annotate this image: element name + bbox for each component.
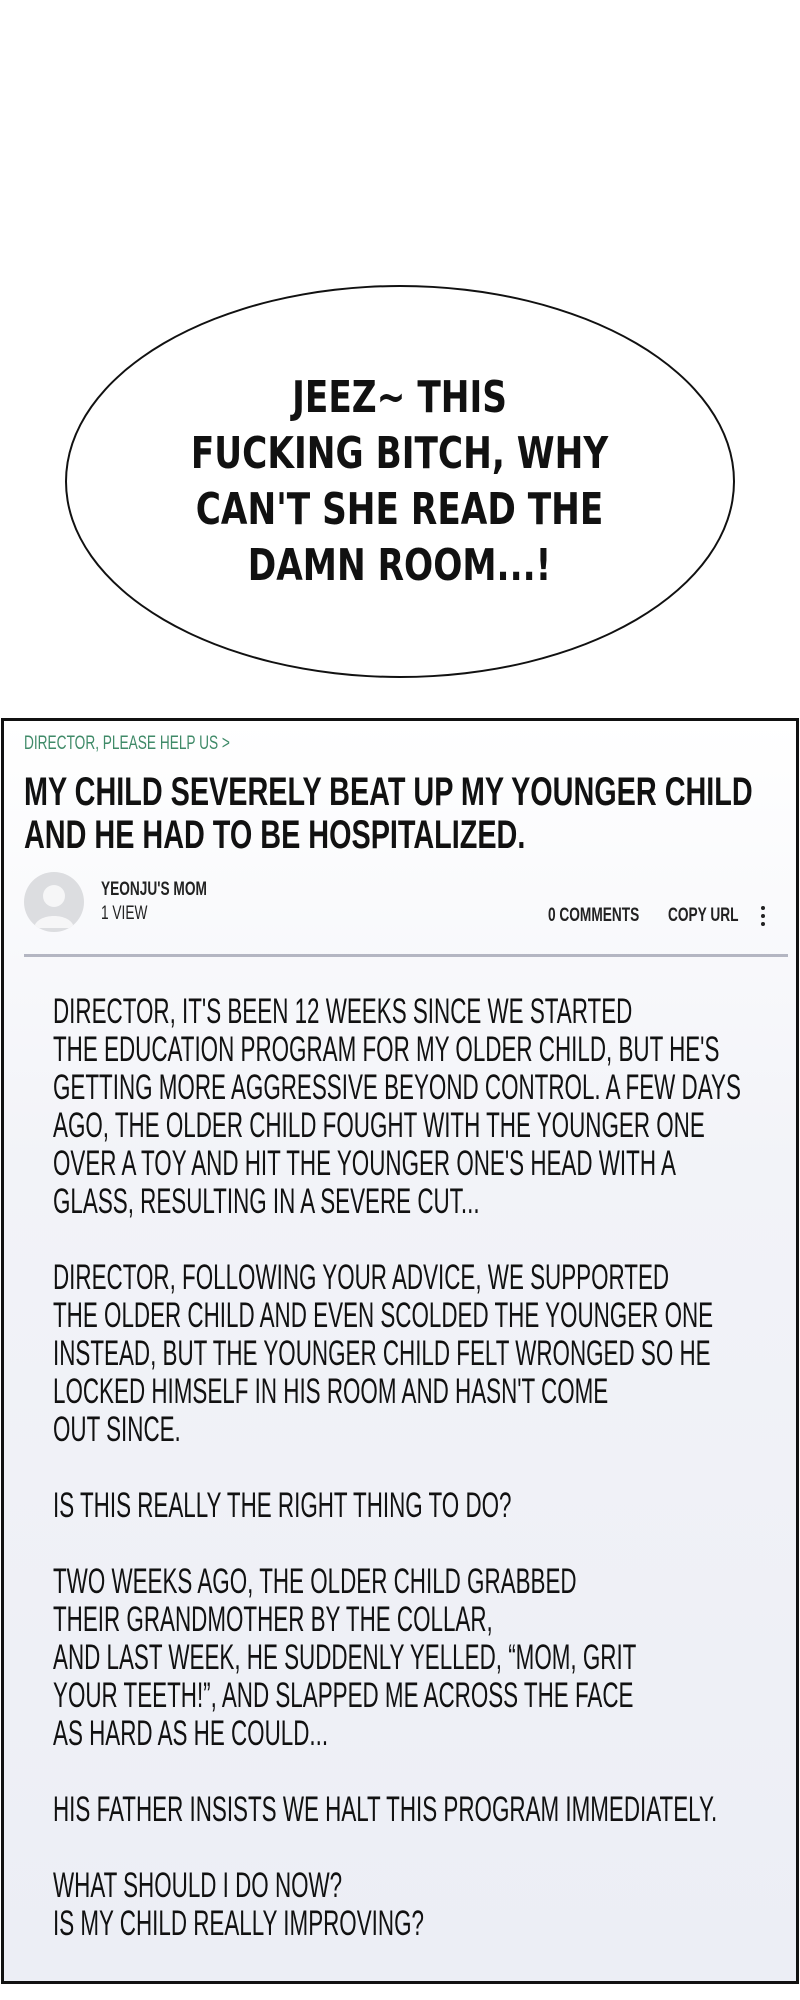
- body-line: THEIR GRANDMOTHER BY THE COLLAR,: [53, 1600, 493, 1639]
- body-line: THE EDUCATION PROGRAM FOR MY OLDER CHILD, BUT HE'S: [53, 1030, 720, 1069]
- body-line: AGO, THE OLDER CHILD FOUGHT WITH THE YOUNGER ONE: [53, 1106, 705, 1145]
- body-line: LOCKED HIMSELF IN HIS ROOM AND HASN'T COME: [53, 1372, 609, 1411]
- body-line: OUT SINCE.: [53, 1410, 181, 1449]
- divider: [24, 954, 788, 957]
- post-title-line: AND HE HAD TO BE HOSPITALIZED.: [24, 813, 526, 857]
- body-line: TWO WEEKS AGO, THE OLDER CHILD GRABBED: [53, 1562, 577, 1601]
- body-line: DIRECTOR, IT'S BEEN 12 WEEKS SINCE WE STARTED: [53, 992, 633, 1031]
- post-body: [53, 993, 799, 1981]
- user-avatar-icon: [24, 872, 84, 932]
- body-line: GLASS, RESULTING IN A SEVERE CUT...: [53, 1182, 480, 1221]
- body-line: GETTING MORE AGGRESSIVE BEYOND CONTROL. A FEW DAYS: [53, 1068, 741, 1107]
- copy-url-label: COPY URL: [668, 905, 739, 926]
- more-options-icon[interactable]: [760, 904, 766, 928]
- body-line: DIRECTOR, FOLLOWING YOUR ADVICE, WE SUPPORTED: [53, 1258, 670, 1297]
- post-title: [24, 771, 799, 857]
- body-line: HIS FATHER INSISTS WE HALT THIS PROGRAM IMMEDIATELY.: [53, 1790, 718, 1829]
- body-line: IS MY CHILD REALLY IMPROVING?: [53, 1904, 424, 1943]
- body-line: AS HARD AS HE COULD...: [53, 1714, 329, 1753]
- post-paragraph: [53, 993, 799, 1221]
- copy-url-button[interactable]: [668, 905, 750, 927]
- comments-label: 0 COMMENTS: [548, 905, 640, 926]
- post-paragraph: [53, 1791, 799, 1829]
- speech-line: DAMN ROOM...!: [248, 539, 552, 591]
- post-paragraph: [53, 1563, 799, 1753]
- author-name-text: YEONJU'S MOM: [101, 879, 207, 900]
- forum-post-panel: [1, 718, 799, 1984]
- body-line: IS THIS REALLY THE RIGHT THING TO DO?: [53, 1486, 512, 1525]
- breadcrumb-label: DIRECTOR, PLEASE HELP US >: [24, 733, 230, 754]
- view-count: [101, 903, 165, 925]
- author-name[interactable]: [101, 879, 248, 901]
- speech-line: CAN'T SHE READ THE: [196, 483, 604, 535]
- body-line: THE OLDER CHILD AND EVEN SCOLDED THE YOUNGER ONE: [53, 1296, 714, 1335]
- post-paragraph: [53, 1259, 799, 1449]
- breadcrumb-link[interactable]: [24, 733, 310, 755]
- speech-bubble-text: [191, 370, 608, 594]
- view-count-text: 1 VIEW: [101, 903, 148, 924]
- comments-link[interactable]: [548, 905, 658, 927]
- speech-line: JEEZ~ THIS: [292, 371, 508, 423]
- body-line: AND LAST WEEK, HE SUDDENLY YELLED, “MOM, GRIT: [53, 1638, 637, 1677]
- speech-bubble: [65, 285, 735, 678]
- body-line: INSTEAD, BUT THE YOUNGER CHILD FELT WRONGED SO HE: [53, 1334, 711, 1373]
- speech-line: FUCKING BITCH, WHY: [191, 427, 609, 479]
- post-paragraph: [53, 1487, 799, 1525]
- body-line: OVER A TOY AND HIT THE YOUNGER ONE'S HEAD WITH A: [53, 1144, 676, 1183]
- post-title-line: MY CHILD SEVERELY BEAT UP MY YOUNGER CHILD: [24, 770, 753, 814]
- avatar[interactable]: [24, 872, 84, 932]
- post-meta-actions: [548, 904, 766, 928]
- post-paragraph: [53, 1867, 799, 1943]
- body-line: YOUR TEETH!”, AND SLAPPED ME ACROSS THE FACE: [53, 1676, 634, 1715]
- body-line: WHAT SHOULD I DO NOW?: [53, 1866, 343, 1905]
